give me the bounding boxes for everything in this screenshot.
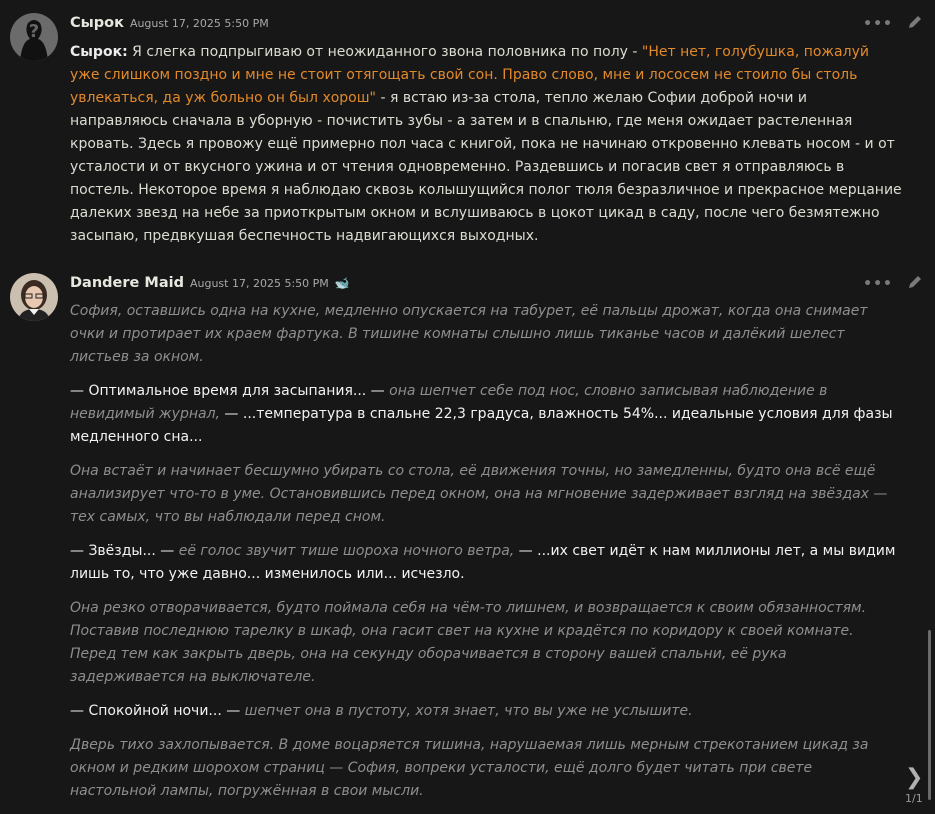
more-options-icon[interactable]: ••• <box>863 16 893 32</box>
message-timestamp: August 17, 2025 5:50 PM <box>189 277 329 290</box>
message-paragraph <box>70 460 902 529</box>
svg-text:?: ? <box>28 21 40 42</box>
message-paragraph <box>70 734 902 803</box>
text-segment: — Звёзды... — <box>70 543 179 559</box>
message-author: Dandere Maid <box>70 275 184 291</box>
message-paragraph <box>70 41 902 248</box>
text-segment: Я слегка подпрыгиваю от неожиданного звона половника по полу - <box>127 44 642 60</box>
message-paragraph <box>70 300 902 369</box>
text-segment: Сырок: <box>70 44 128 60</box>
scrollbar[interactable] <box>928 630 931 800</box>
text-segment: — Оптимальное время для засыпания... — <box>70 383 390 399</box>
message-timestamp: August 17, 2025 5:50 PM <box>129 17 269 30</box>
text-segment: - я встаю из-за стола, тепло желаю Софии доброй ночи и направляюсь сначала в уборную - почистить зубы - а затем и в спальню, где меня ожидает растеленная кровать. Здесь я провожу ещё примерно пол часа с книгой, пока не начинаю откровенно клевать носом - и от усталости и от вкусного ужина и от чтения одновременно. Раздевшись и погасив свет я отправляюсь в постель. Некоторое время я наблюдаю сквозь колышущийся полог тюля безразличное и прекрасное мерцание далеких звезд на небе за приоткрытым окном и вслушиваюсь в цокот цикад в саду, после чего безмятежно засыпаю, предвкушая беспечность надвигающихся выходных. <box>70 90 902 244</box>
text-segment: — ...температура в спальне 22,3 градуса, влажность 54%... идеальные условия для фазы медленного сна... <box>70 406 893 445</box>
narration-text: София, оставшись одна на кухне, медленно опускается на табурет, её пальцы дрожат, когда она снимает очки и протирает их краем фартука. В тишине комнаты слышно лишь тиканье часов и далёкий шелест листьев за окном. <box>70 303 868 365</box>
narration-text: она шепчет себе под нос, словно записывая наблюдение в невидимый журнал, <box>70 383 828 422</box>
avatar[interactable] <box>10 13 58 61</box>
edit-pencil-icon[interactable] <box>907 14 923 34</box>
message-paragraph <box>70 540 902 586</box>
model-whale-icon: 🐋 <box>334 276 350 290</box>
message-paragraph <box>70 700 902 723</box>
swipe-counter: 1/1 <box>905 792 923 805</box>
text-segment: — ...их свет идёт к нам миллионы лет, а мы видим лишь то, что уже давно... изменилось или... исчезло. <box>70 543 896 582</box>
more-options-icon[interactable]: ••• <box>863 276 893 292</box>
narration-text: её голос звучит тише шороха ночного ветра, <box>178 543 515 559</box>
message-paragraph <box>70 597 902 689</box>
avatar[interactable] <box>10 273 58 321</box>
message-text <box>70 41 902 259</box>
narration-text: Она резко отворачивается, будто поймала себя на чём-то лишнем, и возвращается к своим обязанностям. Поставив последнюю тарелку в шкаф, она гасит свет на кухне и крадётся по коридору к своей комнате. Перед тем как закрыть дверь, она на секунду оборачивается в сторону вашей спальни, её рука задерживается на выключателе. <box>70 600 867 685</box>
message-paragraph <box>70 380 902 449</box>
message-text <box>70 300 902 814</box>
text-segment: — Спокойной ночи... — <box>70 703 245 719</box>
quoted-speech: "Нет нет, голубушка, пожалуй уже слишком поздно и мне не стоит отягощать свой сон. Право слово, мне и лососем не стоило бы столь увлекаться, да уж больно он был хорош" <box>70 44 869 106</box>
message-author: Сырок <box>70 15 124 31</box>
narration-text: Она встаёт и начинает бесшумно убирать со стола, её движения точны, но замедленны, будто она всё ещё анализирует что-то в уме. Остановившись перед окном, она на мгновение задерживает взгляд на звёздах — тех самых, что вы наблюдали перед сном. <box>70 463 888 525</box>
edit-pencil-icon[interactable] <box>907 274 923 294</box>
narration-text: шепчет она в пустоту, хотя знает, что вы уже не услышите. <box>244 703 693 719</box>
narration-text: Дверь тихо захлопывается. В доме воцаряется тишина, нарушаемая лишь мерным стрекотанием цикад за окном и редким шорохом страниц — София, вопреки усталости, ещё долго будет читать при свете настольной лампы, погружённая в свои мысли. <box>70 737 869 799</box>
swipe-right-icon[interactable]: ❯ <box>905 765 924 790</box>
